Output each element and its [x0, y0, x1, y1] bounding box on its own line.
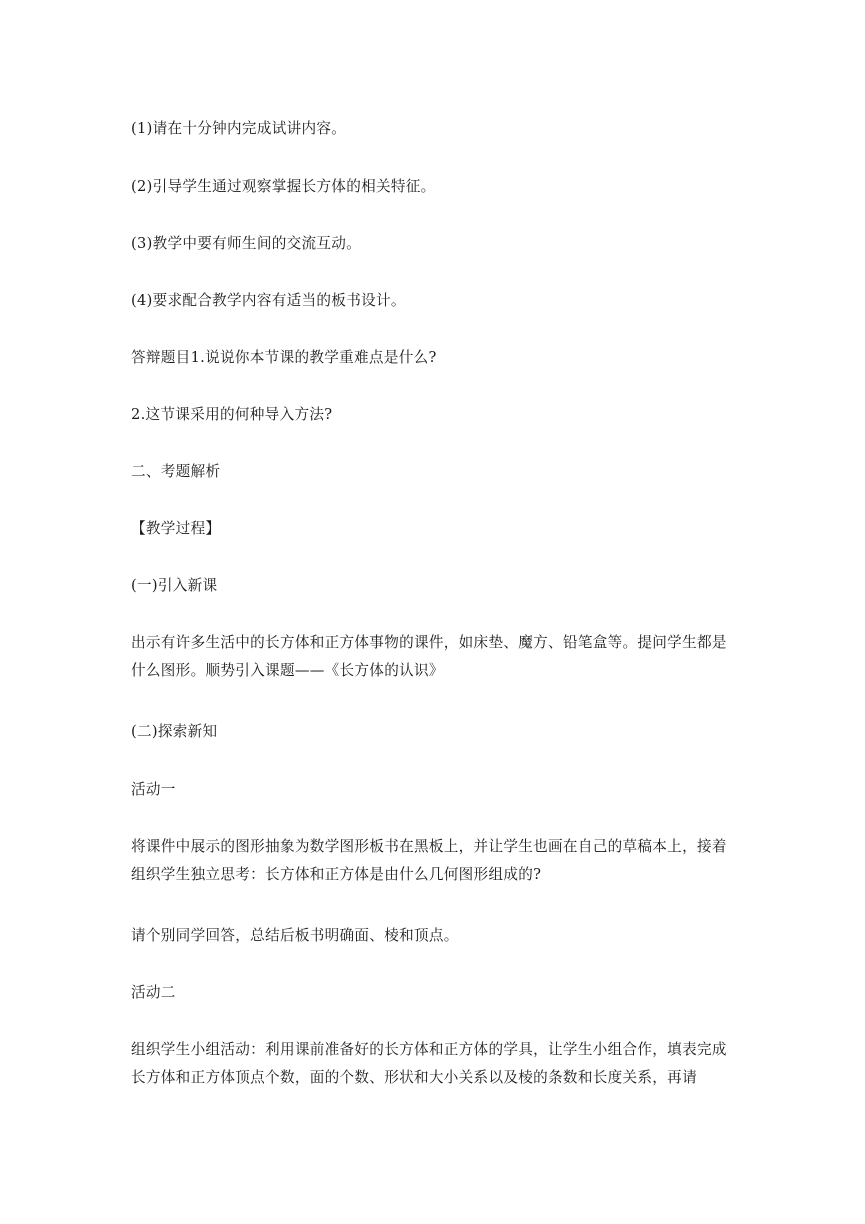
requirement-2: (2)引导学生通过观察掌握长方体的相关特征。 [131, 178, 436, 195]
requirement-1: (1)请在十分钟内完成试讲内容。 [131, 120, 347, 137]
section-heading: 二、考题解析 [131, 463, 221, 480]
activity-2-paragraph: 组织学生小组活动：利用课前准备好的长方体和正方体的学具，让学生小组合作，填表完成长方体和正方体顶点个数，面的个数、形状和大小关系以及棱的条数和长度关系，再请 [131, 1041, 727, 1086]
requirement-4: (4)要求配合教学内容有适当的板书设计。 [131, 292, 406, 309]
defense-question-2: 2.这节课采用的何种导入方法? [131, 406, 333, 423]
activity-1-heading: 活动一 [131, 781, 176, 798]
activity-2-heading: 活动二 [131, 984, 176, 1001]
defense-question-1: 答辩题目1.说说你本节课的教学重难点是什么? [131, 349, 437, 366]
teaching-process-heading: 【教学过程】 [131, 520, 221, 537]
requirement-3: (3)教学中要有师生间的交流互动。 [131, 235, 362, 252]
activity-1-paragraph: 将课件中展示的图形抽象为数学图形板书在黑板上，并让学生也画在自己的草稿本上，接着组织学生独立思考：长方体和正方体是由什么几何图形组成的? [131, 838, 727, 883]
activity-1-followup: 请个别同学回答，总结后板书明确面、棱和顶点。 [131, 927, 459, 944]
subsection-intro-heading: (一)引入新课 [131, 577, 218, 594]
subsection-explore-heading: (二)探索新知 [131, 723, 218, 740]
intro-paragraph: 出示有许多生活中的长方体和正方体事物的课件，如床垫、魔方、铅笔盒等。提问学生都是什么图形。顺势引入课题——《长方体的认识》 [131, 634, 727, 679]
